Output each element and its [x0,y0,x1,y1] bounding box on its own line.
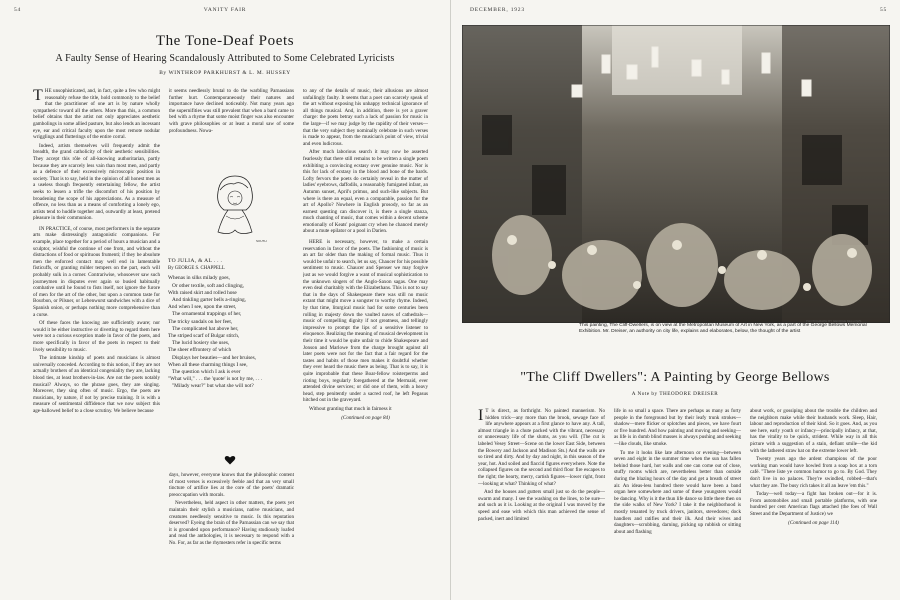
poem-line: Displays her beauties—and her bruises, [172,354,256,361]
paragraph: After much laborious search it may now be asserted fearlessly that there still remains to be written a single poem exhibiting a convincing ecstasy over genuine music. Nor is this for lack of ecstasy in the blood and bone of the bards. Lofty fervors the poets do certainly reveal in the matter of ladies' eyebrows, daffodils, a reasonably fumigated infant, an Autumn sunset, April's primus, and such-like subjects. But where is there an equal, even a comparable, passion for the art of Apollo? Nowhere in English prosody, so far as an earnest questing can discover it, is there a single stanza, much chanting of music, that comes within a decent scheme emotionally of Keats' poignant cry when he chanced merely about a mute epilator or a pool in Darien. [303,149,428,235]
paragraph: And the houses and gutters small just so do the people—swarm and many. I see the washing on the lines, to be sure—and such as it is. Looking at the original I was moved by the speed and ease with which this man achieved the sense of packed, inert and limited [478,489,605,522]
painting-caption: This painting, The Cliff-Dwellers, is on view at the Metropolitan Museum of Art in New York, as a part of the George Bellows Memorial Exhibition. Mr. Dreiser, an authority on city life, explains and elaborates, below, the thought of the artist [579,323,867,334]
poem-line: And when I see, upon the street, [168,304,237,311]
poem-line: The lucid hosiery she uses, [172,340,230,347]
paragraph: The intimate kinship of poets and musicians is almost universally conceded. According to this notion, if they are not actually brothers of an identical congeniality they are, lacking blood ties, at least brothers-in-law. Are not the poets notably musical? Always, so the phrase goes, they are singing. Moreover, they sing often of music. Ergo, the poets are musicians, by nature, if not by precise training. It is with a measure of sentimental diffidence that we now subject this age-hallowed belief to a close scrutiny. We believe because [33,355,160,414]
poem-author: By GEORGE S. CHAPPELL [168,266,225,272]
paragraph: Indeed, artists themselves will frequently admit the breadth, the grand catholicity of their aesthetic sensibilities. They accept this rôle of all-knowing authoritarian, partly because they are scarcely less vain than most men, and partly as a defence of their excessively microscopic position in society. That is to say, held in the opinion of all honest men as a useless though frequently entertaining fellow, the artist seeks to lessen a trifle the discomfort of his position by broadening the scope of his appreciations. As a measure of offence, no less than as a means of comforting a lonely ego, artists tend to huddle together and, outwardly at least, pretend pleasure in their communion. [33,142,160,222]
paragraph: I T is direct, as forthright. No painted mannerism. No hidden trick—any more than the brook, sewage face of life anywhere appears at a first glance to have any. A tall, almost triangle in a chute packed with the vibrant, necessary or unnecessary life of the slums, as you will. (The cut is labeled Vesey Street—Scene on the lower East Side, between the Bowery and Jackson and Madison Sts.) And the walls are so tired and dirty. And by day and night, in this season of the year, hot. And soiled and flaccid figures everywhere. Note the collapsed figures on the second and third floor fire escapes to the right; the hearty, merry, cartish figures—lower right, front—looking at what? Thinking of what? [478,408,605,487]
poem-line: The complicated hat above her, [172,325,239,332]
poem-line: "What will," . . . the 'quote' is not by me, . . . [168,376,263,383]
left-column-2-bottom [169,472,294,598]
paragraph: HERE is necessary, however, to make a certain reservation in favor of the poets. The fashioning of music is an art far older than the making of formal music. Thus it would be unfair to search, let us say, Chaucer for his possible sentiment to music. Chaucer and Spenser we may forgive just as we would forgive a want of musical sophistication to the unknown singers of the Anglo-Saxon sagas. One may even deal charitably with the Elizabethans. This is not to say that in the days of Shakespeare there was still no music extant that might move a songster to worthy rhyme. Indeed, by that time, liturgical music had for some centuries been rolling in majesty down the vaulted naves of cathedrals—music of compelling dignity if not greatness, and tellingly impressive to prompt the lips of a sensitive listener to eloquence. Realizing the meaning of musical development in their time it would be quite unfair to chide Shakespeare and Jonson and Marlowe from the charge brought against all later poets were not for the fact that a fair regard for the tastes and habits of those men makes it doubtful whether they ever heard the music there as being. That is to say, it is quite improbable that these Boar-fellow roisterperms and rioting boys, regularly foregathered at the Mermaid, ever attended divine services; or did one of them, with a heavy head, step penitently under a sacred roof, he left Pegasus hitched out in the graveyard. [303,239,428,404]
paragraph: Today—well today—a fight has broken out—for it is. From automobiles and small portable platforms, with one hundred per cent American flags attached (the foes of Wall Street and the Department of Justice) we [750,491,877,517]
paragraph: it seems needlessly brutal to do the warbling Parnassians further hurt. Contemporaneously their natures and importance have declined noticeably. Not many years ago the supernifities was still prevalent that when a bard came to bed with a rhyme that some moist finger was also encounter with grave philosophies or at least a moral saw of some profoundness. Nowa- [169,88,294,134]
article-title-2: "The Cliff Dwellers": A Painting by George Bellows [520,370,830,385]
drop-cap: T [33,88,43,104]
woman-sketch-illustration [200,170,270,250]
left-column-2-top [169,88,294,168]
paragraph: Nevertheless, held aspect in other matters, the poets yet maintain their stylish a musicians, native musicians, and creatures needlessly sensitive to music. Is this reputation deserved? Eyeing the brain of the Parnassian can we say that it is grounded upon performance? Having studiously loafed and read the anthologies, it is necessary to respond with a No. For, as far as the rhymesters refer in specific terms [169,500,294,546]
paragraph: To me it looks like late afternoon or evening—between seven and eight in the summer time when the sun has fallen behind those hard, hot walls and one can come out of close, stuffy rooms which are, nevertheless better than outside during the blazing hours of the day and get a breath of street air. An ideas-less hundred there would have been a band organ here somewhere and some of these youngsters would be dancing. Why is it the thun life dance so little there then on the side walks of New York? I take it the neighborhood is mostly tenanted by truck drivers, janitors, stevedores; dock handlers and ratifies and their ilk. And their wives and daughters—scrubbing, darning, picking up rubbish or sitting about and flashing [614,449,741,535]
article-subtitle: A Faulty Sense of Hearing Scandalously Attributed to Some Celebrated Lyricists [55,53,395,64]
paragraph: about work, or gossiping about the trouble the children and the neighbors make while their husbands work. Sleep, Hair, labour and reproduction of their kind. So it goes. And, as you see here, early youth or infancy—principally infancy, at that, has the vitality to be quick, strident. While way in all this picture with a suggestion of a stain, defiant smile—the kid with the lathered straw hat on the extreme lower left. [750,408,877,454]
paragraph: to any of the details of music, their allusions are almost unfailingly faulty. It seems that a poet can scarcely speak of the art without exposing his unhappy technical ignorance of all things musical. And, in addition, there is yet a graver charge: the poets betray such a lack of passion for music in the large—if we may judge by the rapidity of their verses—that the very subject they nominally celebrate in such verses is made to appear, from the musician's point of view, trivial and even ludicrous. [303,88,428,147]
cliff-dwellers-painting [462,25,890,323]
paragraph: Twenty years ago the ardent champions of the poor working man would have howled from a soap box at a torn café. "There liste ye common humor to go to. By God. They don't live in no palaces. They're swindled, robbed—that's what they are. The busy rich takes it all an leave 'em this." [750,456,877,489]
paragraph: Without granting that much in fairness it [309,405,392,412]
right-column-3 [750,408,877,598]
poem-line: Whenas in silks milady goes, [168,275,230,282]
drop-cap: I [478,408,484,424]
poem-line: The ornamental trappings of her, [172,311,242,318]
paragraph: IN PRACTICE, of course, most performers in the separate arts make distressingly antagonistic companions. For example, place together for a period of hours a musician and a sculptor, wishful the continue of one from, and without the distractions of food or spirituous frumenti; if they be absolute men the enforced contact may well end in lamentable fisticuffs, or granting milder tempers on the part, each will probably sulk in a corner. Contrariwise, whosoever saw such journeymen in disputes ever again so busied habitually combative until he found to fists itself, not ignore the furore of men for the art of the other, but upon a common taste for Bourbon, or Pilsner, or Lebenwurst sandwiches with a dice of Spanish onion, or perhaps nothing more comprehensive than a curse. [33,225,160,318]
article-byline: By WINTHROP PARKHURST & L. M. HUSSEY [159,70,291,76]
paragraph: days, however, everyone knows that the philosophic content of most verses is excessively feeble and that an very small tincture of artifice lies at the core of the poets' dramatic preoccupation with morals. [169,472,294,498]
article-title: The Tone-Deaf Poets [155,33,295,49]
poem-line: The striped scarf of Bulgar stitch, [168,333,240,340]
poem-box [168,258,288,391]
paragraph: Of these faces the knowing are sufficiently aware; nor would it be either instructive or diverting to regard them here were not a curious exception made in favor of the poets, and more specifically in favor of the poets in respect to their lively sensibility to music. [33,320,160,353]
photo-credit: PHOTOGRAPH BY GEORGE BELLOWS [806,319,862,323]
sketch-signature: SOUTH [256,239,267,243]
left-column-1 [33,88,160,598]
poem-line: The sheer effrontery of which [168,347,232,354]
poem-line: The tricky sandals on her feet, [168,318,233,325]
right-column-2 [614,408,741,598]
poem-line: The question which I ask is ever [172,369,241,376]
heart-ornament-icon [224,454,236,466]
article-byline-2: A Note by THEODORE DREISER [631,391,719,397]
paragraph: THE unsophisticated, and, in fact, quite a few who might reasonably refuse the title, hold commonly to the belief that the practitioner of one art is by nature wholly sympathetic toward all the others. More than this, a common belief obtains that the artist not only appreciates aesthetic gambolings in some allied pasture, but also lends an incessant eye, ear and critical faculty upon the most remote nodular wrigglings and flutterings of the entire corral. [33,88,160,141]
paragraph: life in so small a space. There are perhaps as many as forty people in the foreground but by their leafy trunk strokes—shadow—mere flicker or splotches and pieces, we have fourt or five hundred. And how painting and moving and seeking—as life is in dumb blind masses is always pushing and seeking—like clouds, like smoke. [614,408,741,447]
poem-title: TO JULIA, & AL . . . [168,258,223,264]
folio-left: 54 [14,7,22,13]
left-column-3 [303,88,428,598]
running-head-right: DECEMBER, 1923 [470,7,525,13]
poem-line: Or other textile, soft and clinging, [172,282,244,289]
poem-line: With raised skirt and rolled hose [168,289,237,296]
continued-note: (Continued on page 114) [788,519,839,526]
continued-note: (Continued on page 84) [341,414,390,421]
folio-right: 55 [880,7,888,13]
poem-line: "Milady wear?" but what she will not? [172,383,254,390]
poem-line: And tinkling garter bells a-ringing, [172,297,246,304]
running-head-left: VANITY FAIR [203,7,247,13]
right-column-1 [478,408,605,598]
poem-line: When all these charming things I see, [168,361,248,368]
